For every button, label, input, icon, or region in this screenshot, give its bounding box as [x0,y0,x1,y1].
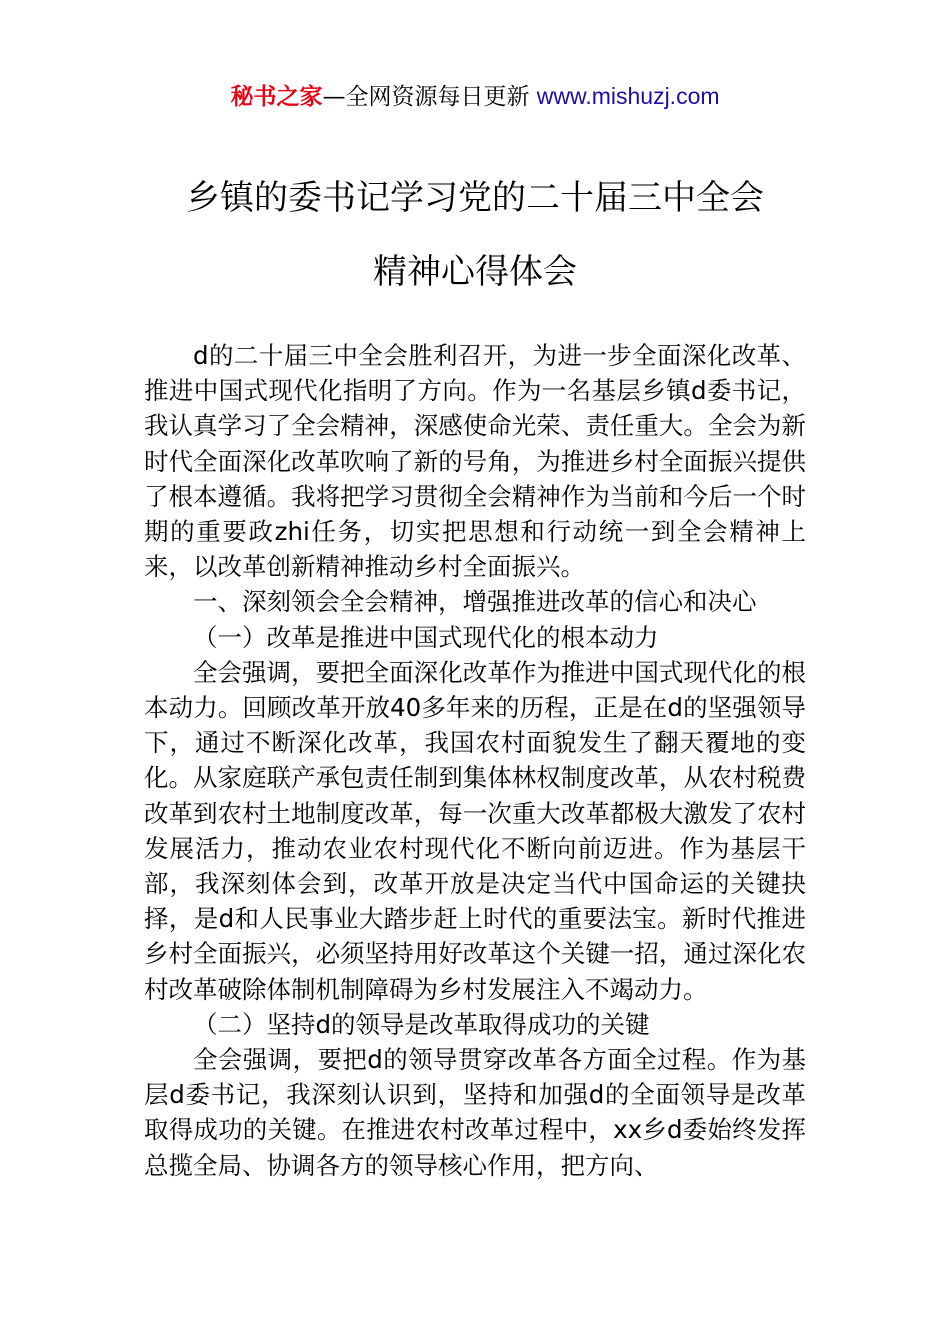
document-title-line-1: 乡镇的委书记学习党的二十届三中全会 [186,178,764,218]
paragraph-intro: d的二十届三中全会胜利召开，为进一步全面深化改革、推进中国式现代化指明了方向。作为一名基层乡镇d委书记，我认真学习了全会精神，深感使命光荣、责任重大。全会为新时代全面深化改革吹响了新的号角，为推进乡村全面振兴提供了根本遵循。我将把学习贯彻全会精神作为当前和今后一个时期的重要政zhi任务，切实把思想和行动统一到全会精神上来，以改革创新精神推动乡村全面振兴。 [144,341,806,582]
subsection-heading-2: （二）坚持d的领导是改革取得成功的关键 [193,1009,650,1039]
paragraph-reform-driver: 全会强调，要把全面深化改革作为推进中国式现代化的根本动力。回顾改革开放40多年来的历程，正是在d的坚强领导下，通过不断深化改革，我国农村面貌发生了翻天覆地的变化。从家庭联产承包责任制到集体林权制度改革，从农村税费改革到农村土地制度改革，每一次重大改革都极大激发了农村发展活力，推动农业农村现代化不断向前迈进。作为基层干部，我深刻体会到，改革开放是决定当代中国命运的关键抉择，是d和人民事业大踏步赶上时代的重要法宝。新时代推进乡村全面振兴，必须坚持用好改革这个关键一招，通过深化农村改革破除体制机制障碍为乡村发展注入不竭动力。 [144,657,806,1004]
document-body [144,338,806,1183]
subsection-heading-1: （一）改革是推进中国式现代化的根本动力 [193,622,659,652]
site-brand: 秘书之家 [230,84,323,110]
section-heading-1: 一、深刻领会全会精神，增强推进改革的信心和决心 [193,587,757,617]
site-tagline: —全网资源每日更新 [322,84,530,110]
site-header [0,80,950,113]
document-title-line-2: 精神心得体会 [373,252,577,292]
site-url-link[interactable]: www.mishuzj.com [536,83,720,109]
paragraph-party-leadership: 全会强调，要把d的领导贯穿改革各方面全过程。作为基层d委书记，我深刻认识到，坚持和加强d的全面领导是改革取得成功的关键。在推进农村改革过程中，xx乡d委始终发挥总揽全局、协调各方的领导核心作用，把方向、 [144,1045,806,1180]
